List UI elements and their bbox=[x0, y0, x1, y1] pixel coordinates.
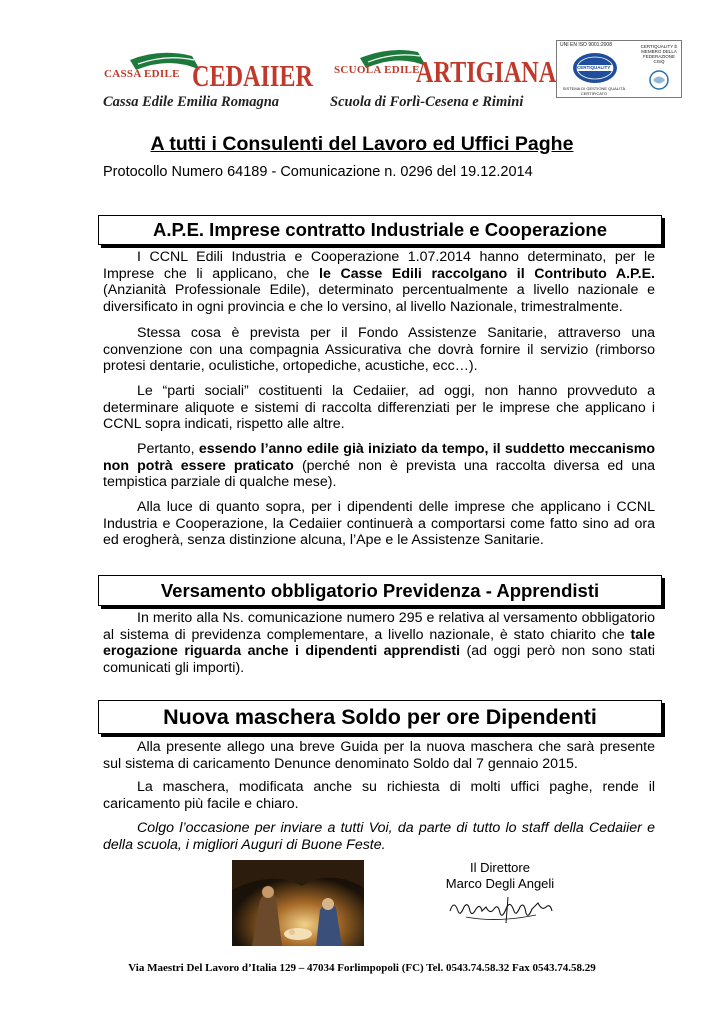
org-name-left: Cassa Edile Emilia Romagna bbox=[103, 94, 280, 110]
cisq-member-text: CERTIQUALITY È MEMBRO DELLA FEDERAZIONE CISQ bbox=[640, 44, 678, 64]
section-title-ape: A.P.E. Imprese contratto Industriale e Cooperazione bbox=[98, 215, 662, 245]
paragraph-bold-text: le Casse Edili raccolgano il Contributo A.P.E. bbox=[319, 265, 655, 282]
signature-scribble-icon bbox=[446, 893, 556, 927]
nativity-image bbox=[232, 860, 364, 946]
paragraph-text: I CCNL Edili Industria e Cooperazione 1.07.2014 hanno determinato, per le Imprese che li applicano, che bbox=[103, 249, 655, 282]
logo1-small-text: CASSA EDILE bbox=[104, 68, 180, 80]
nativity-scene-icon bbox=[232, 860, 364, 946]
paragraph-text: (perché non è prevista una raccolta diversa ed una tempistica parziale di qualche mese). bbox=[103, 457, 655, 490]
paragraph-text: Pertanto, bbox=[137, 441, 199, 457]
section3-paragraph-3: Colgo l’occasione per inviare a tutti Voi, da parte di tutto lo staff della Cedaiier e della scuola, i migliori Auguri di Buone Feste. bbox=[103, 820, 655, 853]
section1-paragraph-2: Stessa cosa è prevista per il Fondo Assistenze Sanitarie, attraverso una convenzione con una compagnia Assicurativa che dovrà fornire il servizio (rimborso protesi dentarie, oculistiche, ortopediche, acustiche, ecc…). bbox=[103, 325, 655, 374]
certification-subtitle: SISTEMA DI GESTIONE QUALITÀ CERTIFICATO bbox=[562, 86, 626, 96]
handwritten-signature bbox=[446, 893, 556, 927]
certiquality-badge-text: CERTIQUALITY bbox=[577, 65, 611, 70]
signer-role: Il Direttore bbox=[470, 860, 530, 875]
section-title-previdenza: Versamento obbligatorio Previdenza - Apprendisti bbox=[98, 575, 662, 606]
section3-paragraph-2: La maschera, modificata anche su richiesta di molti uffici paghe, rende il caricamento più facile e chiaro. bbox=[103, 779, 655, 812]
paragraph-text: (ad oggi però non sono stati comunicati gli importi). bbox=[103, 643, 655, 676]
section2-paragraph-1 bbox=[103, 610, 655, 676]
org-name-right: Scuola di Forlì-Cesena e Rimini bbox=[330, 94, 524, 110]
logo1-big-text: CEDAIIER bbox=[192, 58, 313, 93]
protocol-line: Protocollo Numero 64189 - Comunicazione n. 0296 del 19.12.2014 bbox=[103, 164, 533, 180]
section1-paragraph-1 bbox=[103, 249, 655, 315]
scuola-edile-logo bbox=[330, 44, 557, 90]
logo2-big-text: ARTIGIANA bbox=[416, 54, 557, 89]
section1-paragraph-4 bbox=[103, 441, 655, 491]
section3-paragraph-1: Alla presente allego una breve Guida per la nuova maschera che sarà presente sul sistema di caricamento Denunce denominato Soldo dal 7 gennaio 2015. bbox=[103, 739, 655, 772]
section-title-soldo: Nuova maschera Soldo per ore Dipendenti bbox=[98, 700, 662, 734]
cisq-logo-icon bbox=[645, 69, 673, 91]
paragraph-text: In merito alla Ns. comunicazione numero 295 e relativa al versamento obbligatorio al sistema di previdenza complementare, a livello nazionale, è stato chiarito che bbox=[103, 610, 655, 643]
footer-address: Via Maestri Del Lavoro d’Italia 129 – 47034 Forlimpopoli (FC) Tel. 0543.74.58.32 Fax 0543.74.58.29 bbox=[128, 962, 596, 974]
cassa-edile-logo bbox=[100, 46, 313, 93]
iso-standard-text: UNI EN ISO 9001:2008 bbox=[560, 42, 612, 48]
section1-paragraph-5: Alla luce di quanto sopra, per i dipendenti delle imprese che applicano i CCNL Industria e Cooperazione, la Cedaiier continuerà a comportarsi come fatto sino ad ora ed erogherà, senza distinzione alcuna, l’Ape e le Assistenze Sanitarie. bbox=[103, 499, 655, 548]
page-title: A tutti i Consulenti del Lavoro ed Uffici Paghe bbox=[150, 133, 574, 155]
section1-paragraph-3: Le “parti sociali” costituenti la Cedaiier, ad oggi, non hanno provveduto a determinare aliquote e sistemi di raccolta differenziati per le imprese che applicano i CCNL sopra indicati, rispetto alle altre. bbox=[103, 383, 655, 432]
paragraph-bold-text: essendo l’anno edile già iniziato da tempo, il suddetto meccanismo non potrà essere praticato bbox=[103, 441, 655, 474]
logo2-small-text: SCUOLA EDILE bbox=[334, 64, 420, 76]
paragraph-bold-text: tale erogazione riguarda anche i dipendenti apprendisti bbox=[103, 626, 655, 659]
certification-mark bbox=[556, 40, 682, 98]
signer-name: Marco Degli Angeli bbox=[445, 876, 555, 891]
paragraph-text: (Anzianità Professionale Edile), determinato percentualmente a livello nazionale e diversificato in ogni provincia e che lo versino, al livello Nazionale, trimestralmente. bbox=[103, 282, 655, 315]
